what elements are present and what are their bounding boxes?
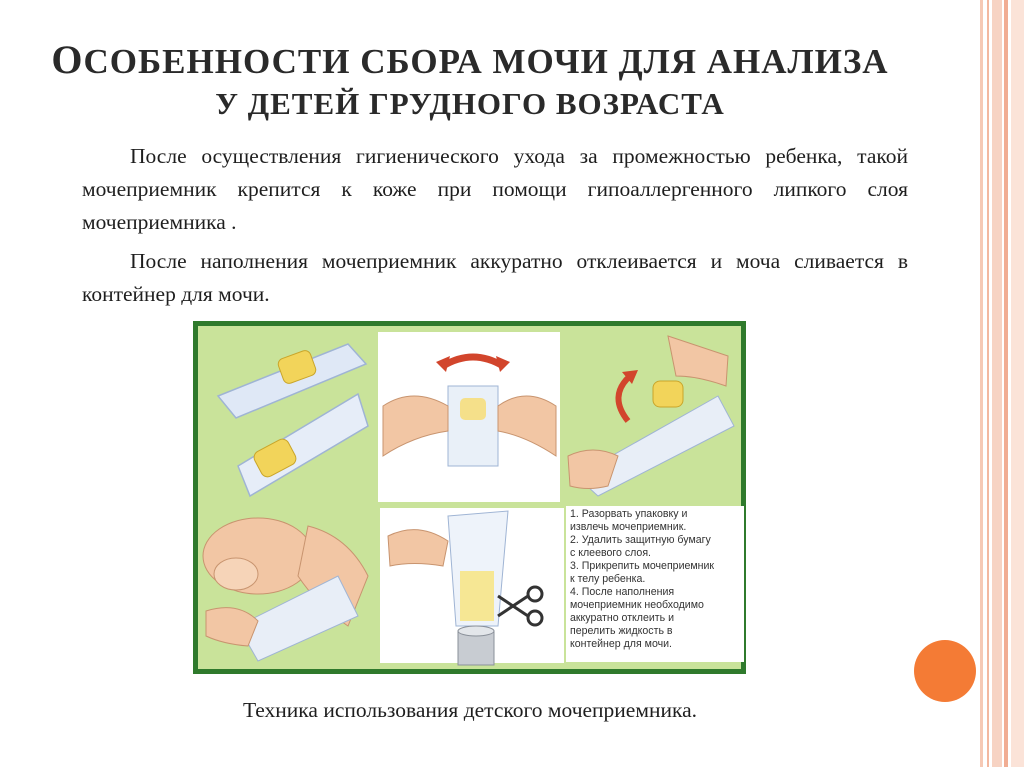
stripe bbox=[1004, 0, 1008, 767]
step-line: с клеевого слоя. bbox=[570, 547, 651, 559]
stripe bbox=[992, 0, 1002, 767]
step-line: 4. После наполнения bbox=[570, 586, 675, 598]
steps-list bbox=[566, 506, 744, 662]
step-line: мочеприемник необходимо bbox=[570, 599, 704, 611]
step-line: контейнер для мочи. bbox=[570, 638, 672, 650]
decorative-orange-circle bbox=[914, 640, 976, 702]
step-line: 2. Удалить защитную бумагу bbox=[570, 534, 711, 546]
figure-caption: Техника использования детского мочеприемника. bbox=[242, 698, 698, 722]
paragraph-removal: После наполнения мочеприемник аккуратно отклеивается и моча сливается в контейнер для мочи. bbox=[82, 249, 908, 306]
stripe bbox=[1011, 0, 1024, 767]
paragraph-attachment: После осуществления гигиенического ухода за промежностью ребенка, такой мочеприемник крепится к коже при помощи гипоаллергенного липкого слоя мочеприемника . bbox=[82, 144, 908, 234]
slide-title-line2: У ДЕТЕЙ ГРУДНОГО ВОЗРАСТА bbox=[215, 86, 725, 121]
step-line: 3. Прикрепить мочеприемник bbox=[570, 560, 715, 572]
step-line: к телу ребенка. bbox=[570, 573, 646, 585]
step-line: 1. Разорвать упаковку и bbox=[570, 508, 688, 520]
step-line: перелить жидкость в bbox=[570, 625, 673, 637]
slide-title-line1: ОСОБЕННОСТИ СБОРА МОЧИ ДЛЯ АНАЛИЗА bbox=[51, 37, 889, 82]
stripe bbox=[980, 0, 983, 767]
stripe bbox=[987, 0, 989, 767]
decorative-stripes bbox=[980, 0, 1024, 767]
instruction-figure bbox=[193, 321, 746, 674]
step-line: аккуратно отклеить и bbox=[570, 612, 675, 624]
step-line: извлечь мочеприемник. bbox=[570, 521, 687, 533]
